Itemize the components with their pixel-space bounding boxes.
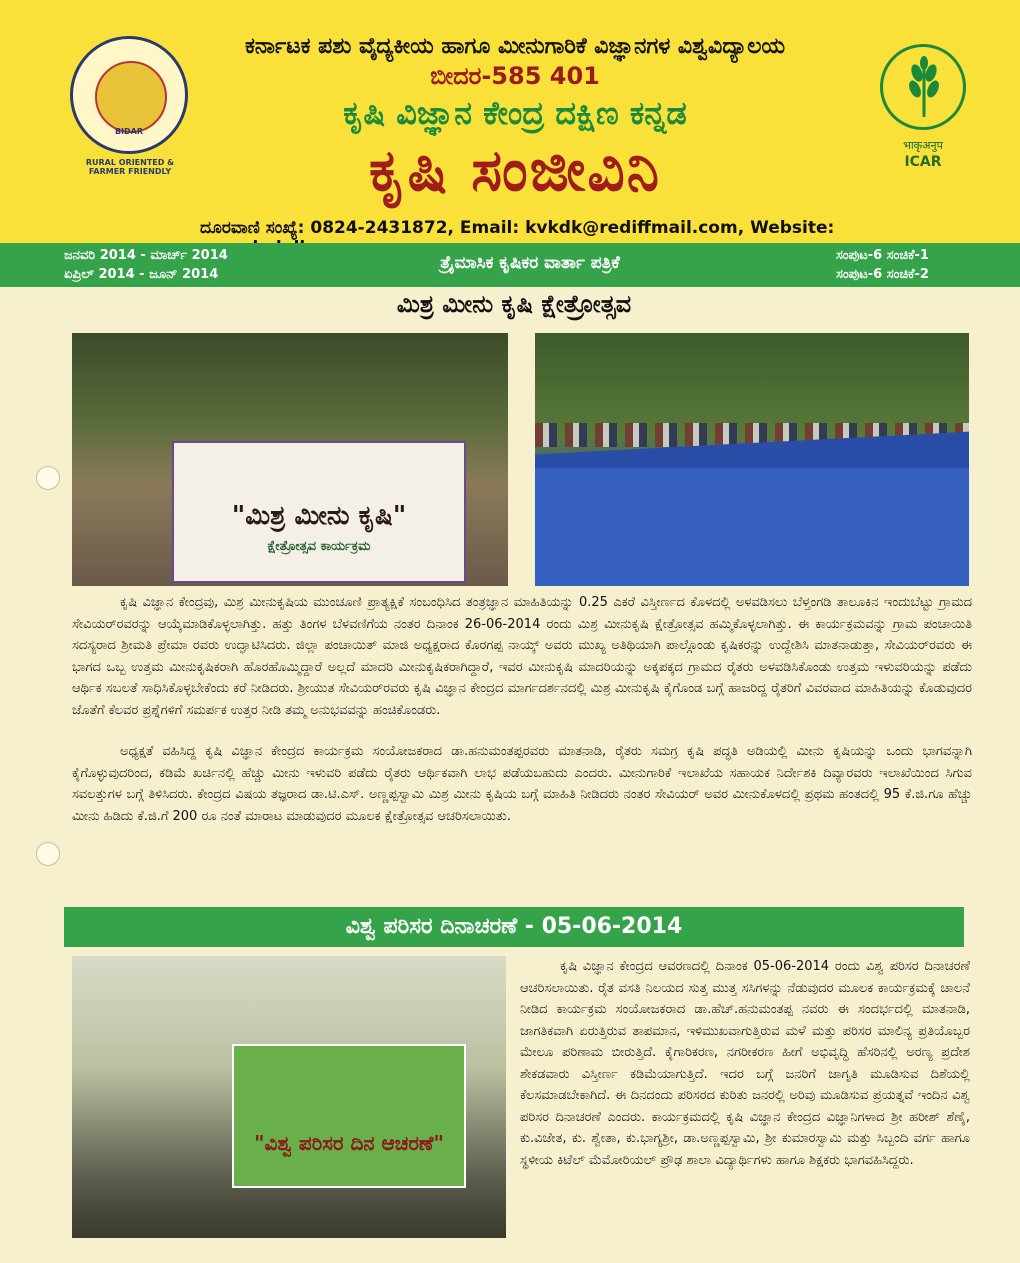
wheat-icon (895, 55, 953, 121)
section1-heading: ಮಿಶ್ರ ಮೀನು ಕೃಷಿ ಕ್ಷೇತ್ರೋತ್ಸವ (396, 290, 632, 318)
university-city: ಬೀದರ-585 401 (430, 62, 600, 90)
seal-emblem (95, 61, 167, 133)
contact-line: ದೂರವಾಣಿ ಸಂಖ್ಯೆ: 0824-2431872, Email: kvkdk@rediffmail.com, Website: (200, 218, 835, 238)
issue-date-2: ಏಪ್ರಿಲ್ 2014 - ಜೂನ್ 2014 (64, 267, 219, 282)
icar-hindi-label: भाकृअनुप (903, 139, 943, 152)
issue-band (0, 243, 1020, 287)
newsletter-title: ಕೃಷಿ ಸಂಜೀವಿನಿ (368, 136, 662, 204)
environment-banner (232, 1044, 466, 1188)
section2-heading: ವಿಶ್ವ ಪರಿಸರ ದಿನಾಚರಣೆ - 05-06-2014 (345, 914, 683, 939)
icar-logo (880, 44, 966, 130)
environment-banner-title: "ವಿಶ್ವ ಪರಿಸರ ದಿನ ಆಚರಣೆ" (254, 1131, 444, 1155)
section1-paragraph-2: ಅಧ್ಯಕ್ಷತೆ ವಹಿಸಿದ್ದ ಕೃಷಿ ವಿಜ್ಞಾನ ಕೇಂದ್ರದ ಕಾರ್ಯಕ್ರಮ ಸಂಯೋಜಕರಾದ ಡಾ.ಹನುಮಂತಪ್ಪರವರು ಮಾತನಾಡಿ, ರೈತರು ಸಮಗ್ರ ಕೃಷಿ ಪದ್ಧತಿ ಅಡಿಯಲ್ಲಿ ಮೀನು ಕೃಷಿಯನ್ನು ಒಂದು ಭಾಗವನ್ನಾಗಿ ಕೈಗೊಳ್ಳುವುದರಿಂದ, ಕಡಿಮೆ ಖರ್ಚಿನಲ್ಲಿ ಹೆಚ್ಚು ಮೀನು ಇಳುವರಿ ಪಡೆದು ರೈತರು ಆರ್ಥಿಕವಾಗಿ ಲಾಭ ಪಡೆಯಬಹುದು ಎಂದರು. ಮೀನುಗಾರಿಕೆ ಇಲಾಖೆಯ ಸಹಾಯಕ ನಿರ್ದೇಶಕಿ ದಿವ್ಯಾರವರು ಇಲಾಖೆಯಿಂದ ಸಿಗುವ ಸವಲತ್ತುಗಳ ಬಗ್ಗೆ ತಿಳಿಸಿದರು. ಕೇಂದ್ರದ ವಿಷಯ ತಜ್ಞರಾದ ಡಾ.ಟಿ.ಎಸ್. ಅಣ್ಣಪ್ಪಸ್ವಾಮಿ ಮಿಶ್ರ ಮೀನು ಕೃಷಿಯ ಬಗ್ಗೆ ಮಾಹಿತಿ ನೀಡಿದರು ನಂತರ ಸೇವಿಯರ್ ಅವರ ಮೀನುಕೊಳದಲ್ಲಿ ಪ್ರಥಮ ಹಂತದಲ್ಲಿ 95 ಕೆ.ಜಿ.ಗೂ ಹೆಚ್ಚು ಮೀನು ಹಿಡಿದು ಕೆ.ಜಿ.ಗೆ 200 ರೂ ನಂತೆ ಮಾರಾಟ ಮಾಡುವುದರ ಮೂಲಕ ಕ್ಷೇತ್ರೋತ್ಸವ ಆಚರಿಸಲಾಯಿತು. (72, 744, 972, 824)
pond-harvest-photo (535, 333, 969, 586)
section2-heading-band (64, 907, 964, 947)
newsletter-subtitle: ತ್ರೈಮಾಸಿಕ ಕೃಷಿಕರ ವಾರ್ತಾ ಪತ್ರಿಕೆ (440, 253, 620, 273)
fish-festival-banner (172, 441, 466, 583)
fish-banner-title: "ಮಿಶ್ರ ಮೀನು ಕೃಷಿ" (231, 501, 407, 531)
volume-issue-2: ಸಂಪುಟ-6 ಸಂಚಿಕೆ-2 (836, 267, 929, 282)
masthead (0, 0, 1020, 243)
icar-label: ICAR (904, 154, 942, 170)
kvk-name: ಕೃಷಿ ವಿಜ್ಞಾನ ಕೇಂದ್ರ ದಕ್ಷಿಣ ಕನ್ನಡ (343, 94, 687, 132)
fish-banner-subtitle: ಕ್ಷೇತ್ರೋತ್ಸವ ಕಾರ್ಯಕ್ರಮ (267, 539, 371, 554)
university-name: ಕರ್ನಾಟಕ ಪಶು ವೈದ್ಯಕೀಯ ಹಾಗೂ ಮೀನುಗಾರಿಕೆ ವಿಜ್ಞಾನಗಳ ವಿಶ್ವವಿದ್ಯಾಲಯ (244, 34, 786, 59)
section1-paragraph-1: ಕೃಷಿ ವಿಜ್ಞಾನ ಕೇಂದ್ರವು, ಮಿಶ್ರ ಮೀನುಕೃಷಿಯ ಮುಂಚೂಣಿ ಪ್ರಾತ್ಯಕ್ಷಿಕೆ ಸಂಬಂಧಿಸಿದ ತಂತ್ರಜ್ಞಾನ ಮಾಹಿತಿಯನ್ನು 0.25 ಎಕರೆ ವಿಸ್ತೀರ್ಣದ ಕೊಳದಲ್ಲಿ ಅಳವಡಿಸಲು ಬೆಳ್ತಂಗಡಿ ತಾಲೂಕಿನ ಇಂದುಬೆಟ್ಟು ಗ್ರಾಮದ ಸೇವಿಯರ್‌ರವರನ್ನು ಆಯ್ಕೆಮಾಡಿಕೊಳ್ಳಲಾಗಿತ್ತು. ಹತ್ತು ತಿಂಗಳ ಬೆಳವಣಿಗೆಯ ನಂತರ ದಿನಾಂಕ 26-06-2014 ರಂದು ಮಿಶ್ರ ಮೀನುಕೃಷಿ ಕ್ಷೇತ್ರೋತ್ಸವ ಹಮ್ಮಿಕೊಳ್ಳಲಾಗಿತ್ತು. ಈ ಕಾರ್ಯಕ್ರಮವನ್ನು ಗ್ರಾಮ ಪಂಚಾಯಿತಿ ಸದಸ್ಯರಾದ ಶ್ರೀಮತಿ ಪ್ರೇಮಾ ರವರು ಉದ್ಘಾಟಿಸಿದರು. ಜಿಲ್ಲಾ ಪಂಚಾಯಿತ್ ಮಾಜಿ ಅಧ್ಯಕ್ಷರಾದ ಕೊರಗಪ್ಪ ನಾಯ್ಕ್ ಅವರು ಮುಖ್ಯ ಅತಿಥಿಯಾಗಿ ಪಾಲ್ಗೊಂಡು ಕೃಷಿಕರನ್ನು ಉದ್ದೇಶಿಸಿ ಮಾತನಾಡುತ್ತಾ, ಸೇವಿಯರ್‌ರವರು ಈ ಭಾಗದ ಒಬ್ಬ ಉತ್ತಮ ಮೀನುಕೃಷಿಕರಾಗಿ ಹೊರಹೊಮ್ಮಿದ್ದಾರೆ ಅಲ್ಲದೆ ಮಾದರಿ ಮೀನುಕೃಷಿಕರಾಗಿದ್ದಾರೆ, ಇವರ ಮೀನುಕೃಷಿ ಮಾದರಿಯನ್ನು ಅಕ್ಕಪಕ್ಕದ ಗ್ರಾಮದ ರೈತರು ಅಳವಡಿಸಿಕೊಂಡು ಉತ್ತಮ ಇಳುವರಿಯನ್ನು ಪಡೆದು ಆರ್ಥಿಕ ಸಬಲತೆ ಸಾಧಿಸಿಕೊಳ್ಳಬೇಕೆಂದು ಕರೆ ನೀಡಿದರು. ಶ್ರೀಯುತ ಸೇವಿಯರ್‌ರವರು ಕೃಷಿ ವಿಜ್ಞಾನ ಕೇಂದ್ರದ ಮಾರ್ಗದರ್ಶನದಲ್ಲಿ ಮಿಶ್ರ ಮೀನುಕೃಷಿ ಕೈಗೊಂಡ ಬಗ್ಗೆ ಹಾಜರಿದ್ದ ರೈತರಿಗೆ ವಿವರವಾದ ಮಾಹಿತಿಯನ್ನು ಕೊಡುವುದರ ಜೊತೆಗೆ ಕೆಲವರ ಪ್ರಶ್ನೆಗಳಿಗೆ ಸಮರ್ಪಕ ಉತ್ತರ ನೀಡಿ ತಮ್ಮ ಅನುಭವವನ್ನು ಹಂಚಿಕೊಂಡರು. (72, 595, 972, 718)
university-seal-logo (70, 36, 188, 154)
fish-festival-photo (72, 333, 508, 586)
volume-issue-1: ಸಂಪುಟ-6 ಸಂಚಿಕೆ-1 (836, 248, 929, 263)
binder-hole (36, 466, 60, 490)
environment-day-photo (72, 956, 506, 1238)
pond-water (535, 468, 969, 586)
issue-date-1: ಜನವರಿ 2014 - ಮಾರ್ಚ್ 2014 (64, 248, 228, 263)
seal-tagline: RURAL ORIENTED & FARMER FRIENDLY (85, 158, 175, 176)
seal-city-label: BIDAR (114, 127, 144, 136)
section2-paragraph: ಕೃಷಿ ವಿಜ್ಞಾನ ಕೇಂದ್ರದ ಆವರಣದಲ್ಲಿ ದಿನಾಂಕ 05-06-2014 ರಂದು ವಿಶ್ವ ಪರಿಸರ ದಿನಾಚರಣೆ ಆಚರಿಸಲಾಯಿತು. ರೈತ ವಸತಿ ನಿಲಯದ ಸುತ್ತ ಮುತ್ತ ಸಸಿಗಳನ್ನು ನೆಡುವುದರ ಮೂಲಕ ಕಾರ್ಯಕ್ರಮಕ್ಕೆ ಚಾಲನೆ ನೀಡಿದ ಕಾರ್ಯಕ್ರಮ ಸಂಯೋಜಕರಾದ ಡಾ.ಹೆಚ್.ಹನುಮಂತಪ್ಪ ನವರು ಈ ಸಂದರ್ಭದಲ್ಲಿ ಮಾತನಾಡಿ, ಜಾಗತಿಕವಾಗಿ ಏರುತ್ತಿರುವ ತಾಪಮಾನ, ಇಳಿಮುಖವಾಗುತ್ತಿರುವ ಮಳೆ ಮತ್ತು ಪರಿಸರ ಮಾಲಿನ್ಯ ಪ್ರತಿಯೊಬ್ಬರ ಮೇಲೂ ಪರಿಣಾಮ ಬೀರುತ್ತಿದೆ. ಕೈಗಾರಿಕರಣ, ನಗರೀಕರಣ ಹೀಗೆ ಅಭಿವೃದ್ಧಿ ಹೆಸರಿನಲ್ಲಿ ಅರಣ್ಯ ಪ್ರದೇಶ ಶೇಕಡವಾರು ವಿಸ್ತೀರ್ಣ ಕಡಿಮೆಯಾಗುತ್ತಿದೆ. ಇದರ ಬಗ್ಗೆ ಜನರಿಗೆ ಜಾಗೃತಿ ಮೂಡಿಸುವ ದಿಶೆಯಲ್ಲಿ ಕೆಲಸಮಾಡಬೇಕಾಗಿದೆ. ಈ ದಿನದಂದು ಪರಿಸರದ ಕುರಿತು ಜನರಲ್ಲಿ ಅರಿವು ಮೂಡಿಸುವ ಪ್ರಯತ್ನವೆ ಇಂದಿನ ವಿಶ್ವ ಪರಿಸರ ದಿನಾಚರಣೆ ಎಂದರು. ಕಾರ್ಯಕ್ರಮದಲ್ಲಿ ಕೃಷಿ ವಿಜ್ಞಾನ ಕೇಂದ್ರದ ವಿಜ್ಞಾನಿಗಳಾದ ಶ್ರೀ ಹರೀಶ್ ಶೆಣೈ, ಕು.ವಿಜೇತ, ಕು. ಶ್ವೇತಾ, ಕು.ಭಾಗ್ಯಶ್ರೀ, ಡಾ.ಅಣ್ಣಪ್ಪಸ್ವಾಮಿ, ಶ್ರೀ ಕುಮಾರಸ್ವಾಮಿ ಮತ್ತು ಸಿಬ್ಬಂದಿ ವರ್ಗ ಹಾಗೂ ಸ್ಥಳೀಯ ಕಿಟೆಲ್ ಮೆಮೋರಿಯಲ್ ಪ್ರೌಢ ಶಾಲಾ ವಿದ್ಯಾರ್ಥಿಗಳು ಹಾಗೂ ಶಿಕ್ಷಕರು ಭಾಗವಹಿಸಿದ್ದರು. (520, 959, 970, 1168)
binder-hole (36, 842, 60, 866)
